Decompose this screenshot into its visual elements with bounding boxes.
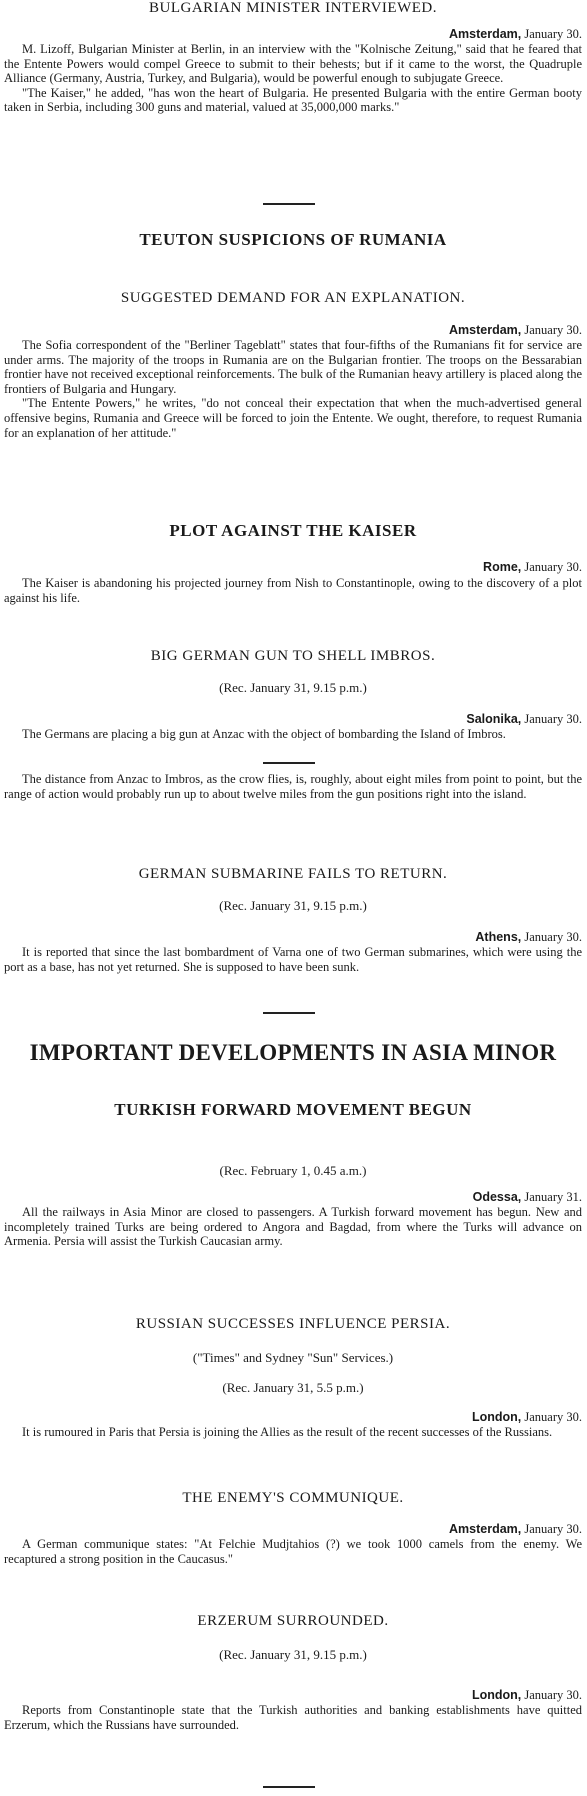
headline-imbros: BIG GERMAN GUN TO SHELL IMBROS. — [150, 648, 436, 664]
paragraph: It is rumoured in Paris that Persia is joining the Allies as the result of the recent successes of the Russians. — [22, 1425, 553, 1439]
paragraph: The Sofia correspondent of the "Berliner Tageblatt" states that four-fifths of the Rumanians fit for service are under arms. The majority of the troops in Rumania are on the Bulgarian frontier. The troops on the Bessarabian frontier have not received exceptional reinforcements. The bulk of the Rumanian heavy artillery is placed along the frontiers of Bulgaria and Hungary. — [4, 338, 582, 396]
article-body — [4, 42, 582, 115]
dateline-date: January 30. — [524, 27, 582, 41]
headline-asia-minor: IMPORTANT DEVELOPMENTS IN ASIA MINOR — [29, 1040, 557, 1065]
paragraph: The Germans are placing a big gun at Anzac with the object of bombarding the Island of Imbros. — [22, 727, 506, 741]
paragraph: Reports from Constantinople state that the Turkish authorities and banking establishments have quitted Erzerum, which the Russians have surrounded. — [4, 1703, 582, 1732]
article-body — [4, 772, 582, 801]
paragraph: M. Lizoff, Bulgarian Minister at Berlin, in an interview with the "Kolnische Zeitung," said that he feared that the Entente Powers would compel Greece to submit to their behests; but if it came to the worst, the Quadruple Alliance (Germany, Austria, Turkey, and Bulgaria), would be powerful enough to subjugate Greece. — [4, 42, 582, 86]
dateline — [4, 712, 587, 727]
dateline-place: Rome, — [483, 560, 522, 574]
services-note: ("Times" and Sydney "Sun" Services.) — [192, 1350, 394, 1365]
paragraph: The Kaiser is abandoning his projected journey from Nish to Constantinople, owing to the discovery of a plot against his life. — [4, 576, 582, 605]
headline-rumania: TEUTON SUSPICIONS OF RUMANIA — [139, 230, 447, 249]
dateline-date: January 30. — [524, 930, 582, 944]
subheadline: SUGGESTED DEMAND FOR AN EXPLANATION. — [120, 290, 466, 306]
headline-erzerum: ERZERUM SURROUNDED. — [197, 1613, 389, 1629]
dateline-date: January 30. — [524, 1522, 582, 1536]
dateline — [4, 560, 587, 575]
divider-rule — [263, 762, 315, 764]
dateline-date: January 30. — [524, 323, 582, 337]
dateline-date: January 30. — [524, 1688, 582, 1702]
received-note: (Rec. January 31, 5.5 p.m.) — [222, 1380, 364, 1395]
article-body — [4, 338, 582, 440]
dateline — [4, 323, 587, 338]
dateline-date: January 31. — [524, 1190, 582, 1204]
dateline-place: Amsterdam, — [449, 1522, 522, 1536]
divider-rule — [263, 203, 315, 205]
dateline-place: London, — [471, 1410, 522, 1424]
dateline-date: January 30. — [524, 560, 582, 574]
dateline — [4, 1688, 587, 1703]
dateline-date: January 30. — [524, 712, 582, 726]
paragraph: "The Kaiser," he added, "has won the heart of Bulgaria. He presented Bulgaria with the entire German booty taken in Serbia, including 300 guns and material, valued at 35,000,000 marks." — [4, 85, 582, 115]
paragraph: It is reported that since the last bombardment of Varna one of two German submarines, which were using the port as a base, has not yet returned. She is supposed to have been sunk. — [4, 945, 582, 974]
paragraph: The distance from Anzac to Imbros, as the crow flies, is, roughly, about eight miles from point to point, but the range of action would probably run up to about twelve miles from the gun positions right into the island. — [4, 772, 582, 801]
headline-bulgarian-minister: BULGARIAN MINISTER INTERVIEWED. — [148, 0, 437, 16]
dateline-place: Odessa, — [472, 1190, 522, 1204]
article-body — [4, 727, 582, 742]
subheadline: TURKISH FORWARD MOVEMENT BEGUN — [114, 1100, 472, 1119]
dateline-place: Athens, — [475, 930, 522, 944]
dateline — [4, 930, 587, 945]
article-body — [4, 945, 582, 974]
received-note: (Rec. January 31, 9.15 p.m.) — [219, 1647, 367, 1662]
headline-kaiser-plot: PLOT AGAINST THE KAISER — [169, 521, 417, 540]
received-note: (Rec. January 31, 9.15 p.m.) — [219, 680, 367, 695]
dateline-place: Amsterdam, — [449, 27, 522, 41]
dateline — [4, 27, 587, 42]
dateline-date: January 30. — [524, 1410, 582, 1424]
article-body — [4, 1703, 582, 1732]
received-note: (Rec. January 31, 9.15 p.m.) — [219, 898, 367, 913]
dateline — [4, 1410, 587, 1425]
article-body — [4, 576, 582, 605]
article-body — [4, 1537, 582, 1566]
divider-rule — [263, 1786, 315, 1788]
divider-rule — [263, 1012, 315, 1014]
paragraph: "The Entente Powers," he writes, "do not conceal their expectation that when the much-advertised general offensive begins, Rumania and Greece will be forced to join the Entente. We ought, therefore, to request Rumania for an explanation of her attitude." — [4, 396, 582, 440]
article-body — [4, 1205, 582, 1249]
received-note: (Rec. February 1, 0.45 a.m.) — [219, 1163, 367, 1178]
dateline-place: London, — [471, 1688, 522, 1702]
article-body — [4, 1425, 582, 1440]
headline-persia: RUSSIAN SUCCESSES INFLUENCE PERSIA. — [135, 1316, 451, 1332]
dateline — [4, 1190, 587, 1205]
dateline-place: Amsterdam, — [449, 323, 522, 337]
dateline — [4, 1522, 587, 1537]
dateline-place: Salonika, — [466, 712, 522, 726]
headline-submarine: GERMAN SUBMARINE FAILS TO RETURN. — [138, 866, 448, 882]
paragraph: All the railways in Asia Minor are closed to passengers. A Turkish forward movement has begun. New and incompletely trained Turks are being ordered to Angora and Bagdad, from where the Turks will advance on Armenia. Persia will assist the Turkish Caucasian army. — [4, 1205, 582, 1249]
paragraph: A German communique states: "At Felchie Mudjtahios (?) we took 1000 camels from the enemy. We recaptured a strong position in the Caucasus." — [4, 1537, 582, 1566]
headline-communique: THE ENEMY'S COMMUNIQUE. — [182, 1490, 404, 1506]
